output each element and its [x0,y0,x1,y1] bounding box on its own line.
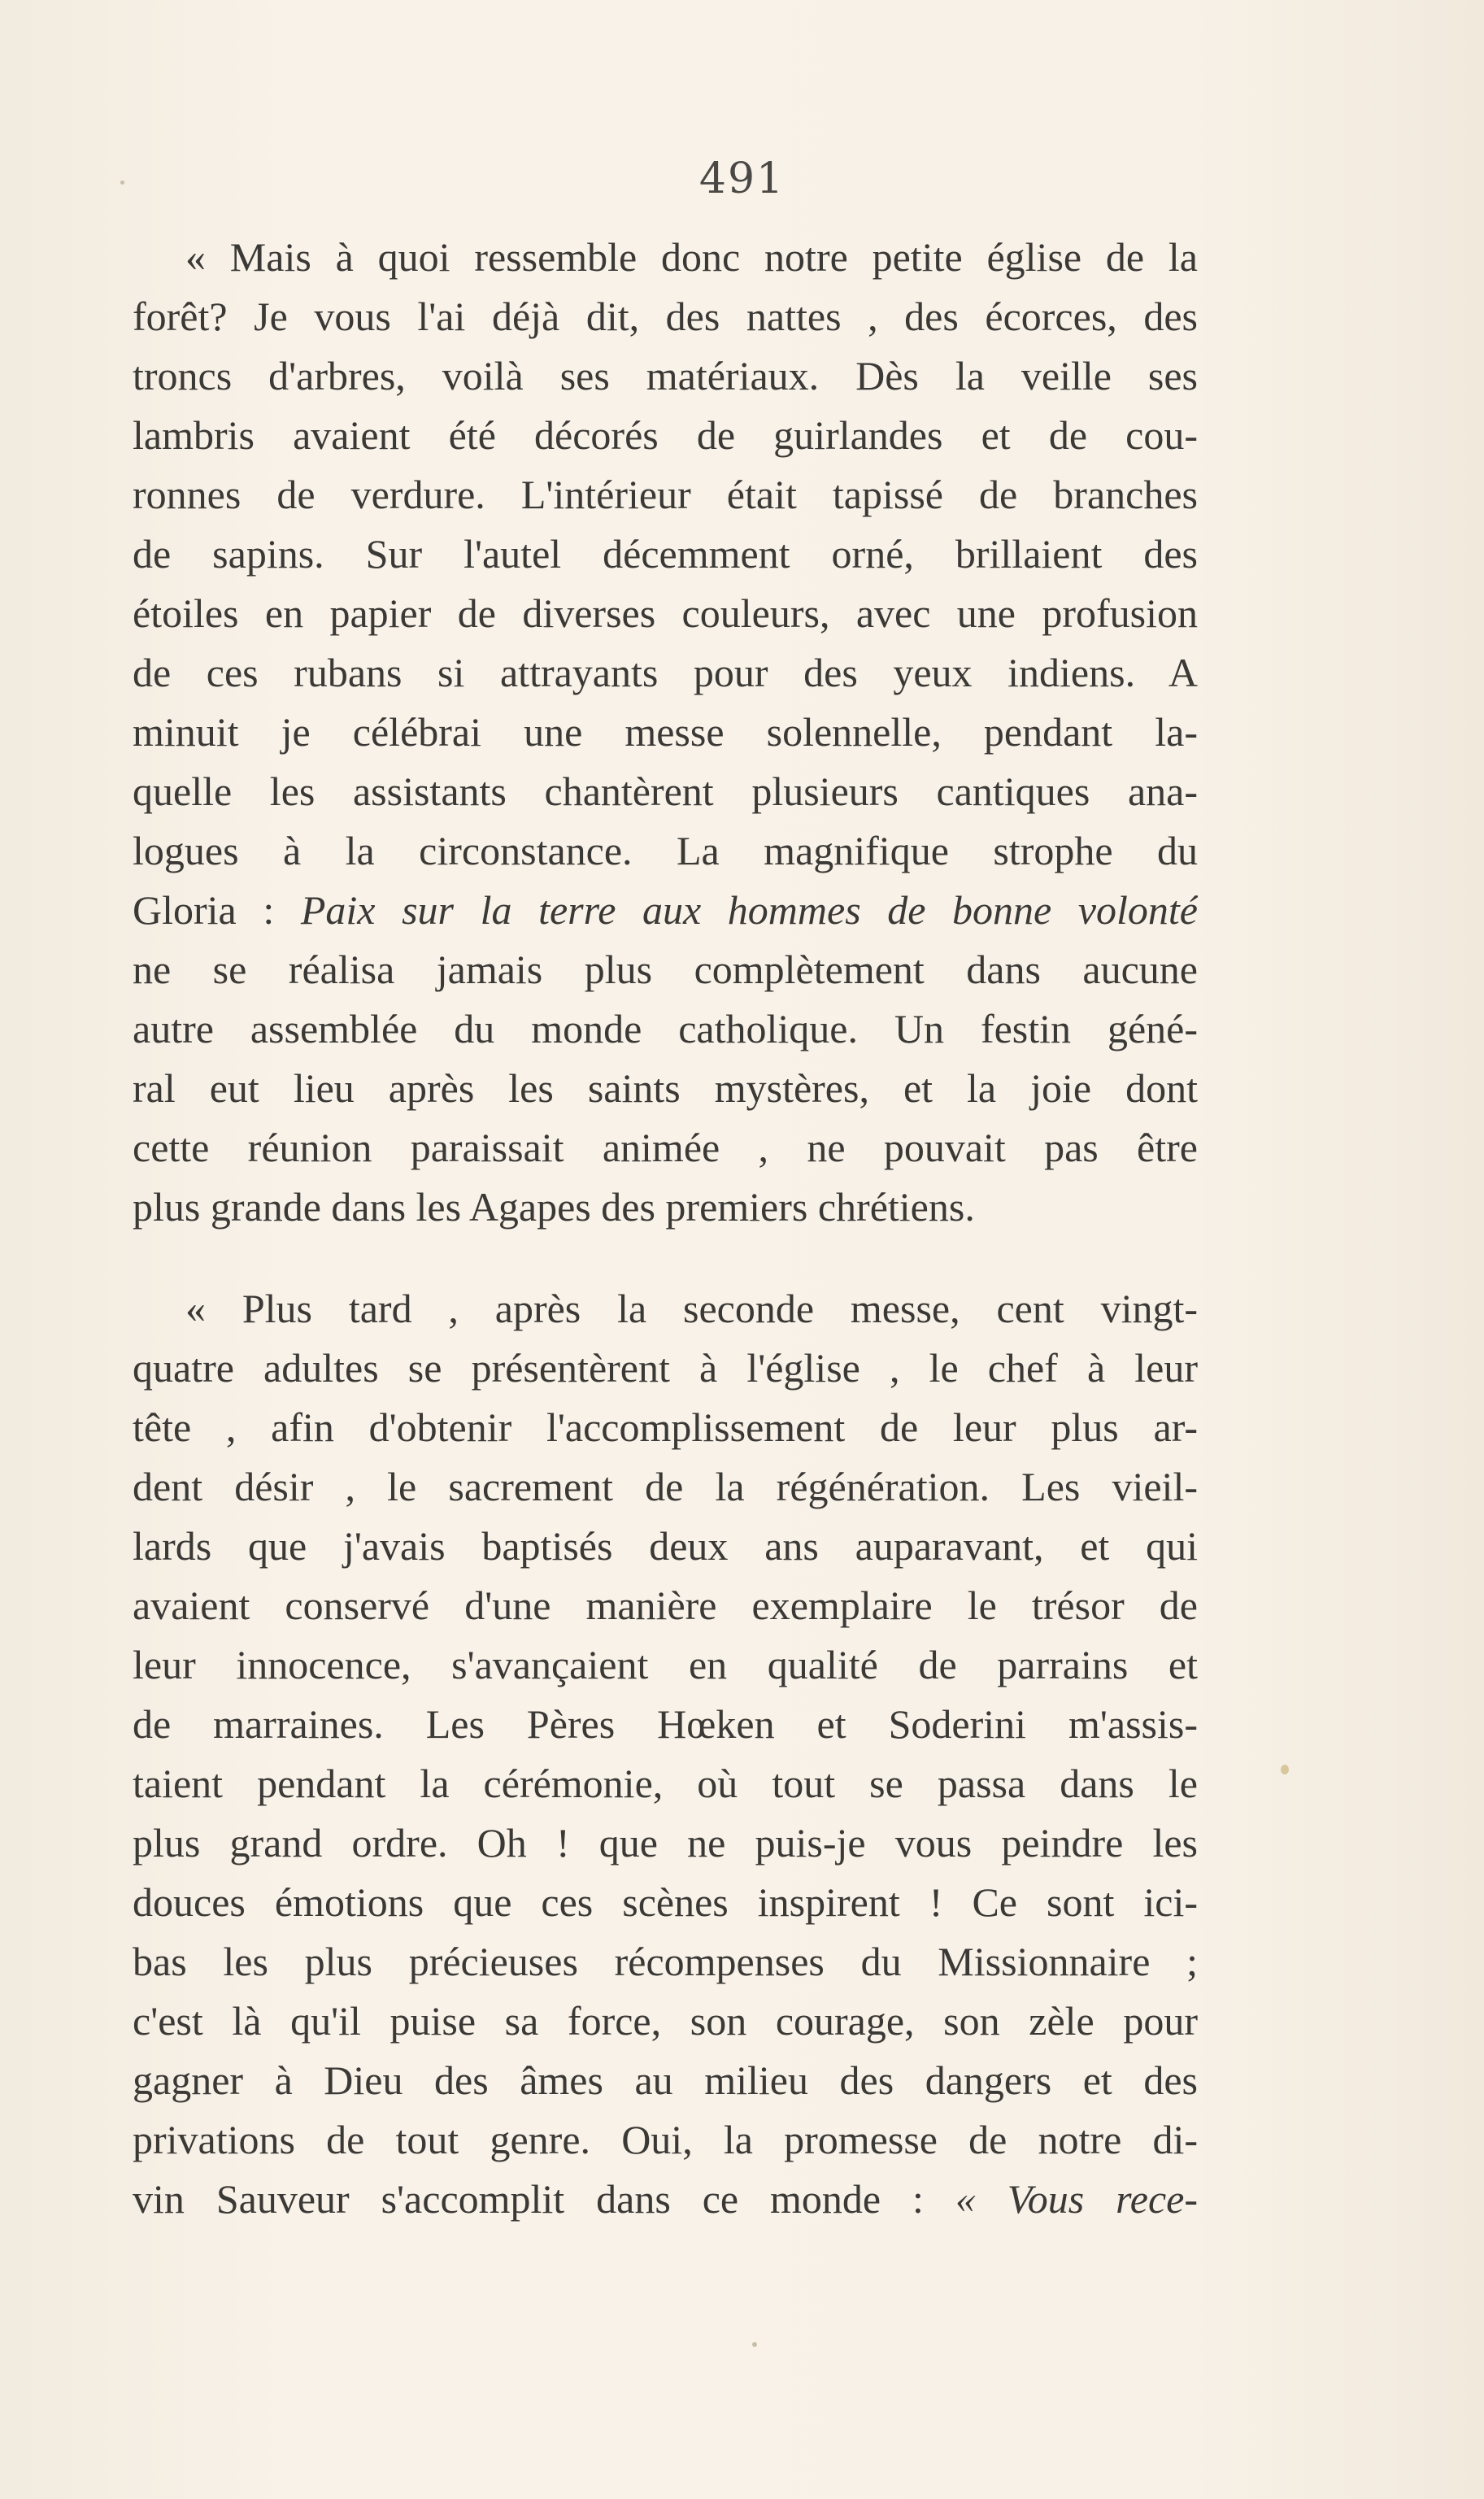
text-line: quatre adultes se présentèrent à l'église , le chef à leur [133,1345,1198,1391]
final-line-text: vin Sauveur s'accomplit dans ce monde : [133,2176,924,2222]
text-line: étoiles en papier de diverses couleurs, avec une profusion [133,590,1198,636]
text-line: plus grand ordre. Oh ! que ne puis-je vous peindre les [133,1820,1198,1866]
text-line: quelle les assistants chantèrent plusieurs cantiques ana- [133,768,1198,814]
paper-speck [1281,1765,1289,1774]
gloria-label: Gloria : [133,887,275,933]
text-line: de sapins. Sur l'autel décemment orné, brillaient des [133,531,1198,577]
text-line: c'est là qu'il puise sa force, son courage, son zèle pour [133,1998,1198,2044]
text-line: lambris avaient été décorés de guirlandes et de cou- [133,412,1198,458]
text-line: logues à la circonstance. La magnifique strophe du [133,828,1198,873]
text-line: lards que j'avais baptisés deux ans auparavant, et qui [133,1523,1198,1569]
text-line: « Plus tard , après la seconde messe, cent vingt- [185,1286,1198,1331]
gloria-italic-quote: Paix sur la terre aux hommes de bonne volonté [300,887,1198,933]
text-line: privations de tout genre. Oui, la promesse de notre di- [133,2117,1198,2162]
text-line: tête , afin d'obtenir l'accomplissement de leur plus ar- [133,1404,1198,1450]
paper-speck [752,2342,757,2347]
text-line: ne se réalisa jamais plus complètement dans aucune [133,947,1198,992]
text-line: dent désir , le sacrement de la régénération. Les vieil- [133,1464,1198,1509]
page-number: 491 [698,155,786,203]
text-line: minuit je célébrai une messe solennelle, pendant la- [133,709,1198,755]
text-line-gloria [133,881,1198,940]
paragraph-2 [133,1279,1198,2229]
paper-speck [120,181,124,185]
text-line: douces émotions que ces scènes inspirent ! Ce sont ici- [133,1879,1198,1925]
paragraph-gap [133,1237,1198,1279]
body-text [133,228,1198,2229]
text-line: de marraines. Les Pères Hœken et Soderini m'assis- [133,1701,1198,1747]
text-line: de ces rubans si attrayants pour des yeux indiens. A [133,650,1198,695]
text-line-final [133,2170,1198,2229]
text-line: bas les plus précieuses récompenses du Missionnaire ; [133,1939,1198,1984]
text-line: ronnes de verdure. L'intérieur était tapissé de branches [133,472,1198,517]
text-line: plus grande dans les Agapes des premiers chrétiens. [133,1184,975,1230]
text-line: troncs d'arbres, voilà ses matériaux. Dès la veille ses [133,353,1198,398]
text-line: autre assemblée du monde catholique. Un festin géné- [133,1006,1198,1051]
paragraph-1 [133,228,1198,1237]
text-line: leur innocence, s'avançaient en qualité de parrains et [133,1642,1198,1687]
text-line: « Mais à quoi ressemble donc notre petite église de la [185,234,1198,280]
closing-quote: « Vous rece- [955,2176,1198,2222]
text-line: taient pendant la cérémonie, où tout se passa dans le [133,1761,1198,1806]
text-line: forêt? Je vous l'ai déjà dit, des nattes , des écorces, des [133,294,1198,339]
text-line: gagner à Dieu des âmes au milieu des dangers et des [133,2057,1198,2103]
text-line: avaient conservé d'une manière exemplaire le trésor de [133,1583,1198,1628]
text-line: ral eut lieu après les saints mystères, et la joie dont [133,1065,1198,1111]
text-line: cette réunion paraissait animée , ne pouvait pas être [133,1125,1198,1170]
